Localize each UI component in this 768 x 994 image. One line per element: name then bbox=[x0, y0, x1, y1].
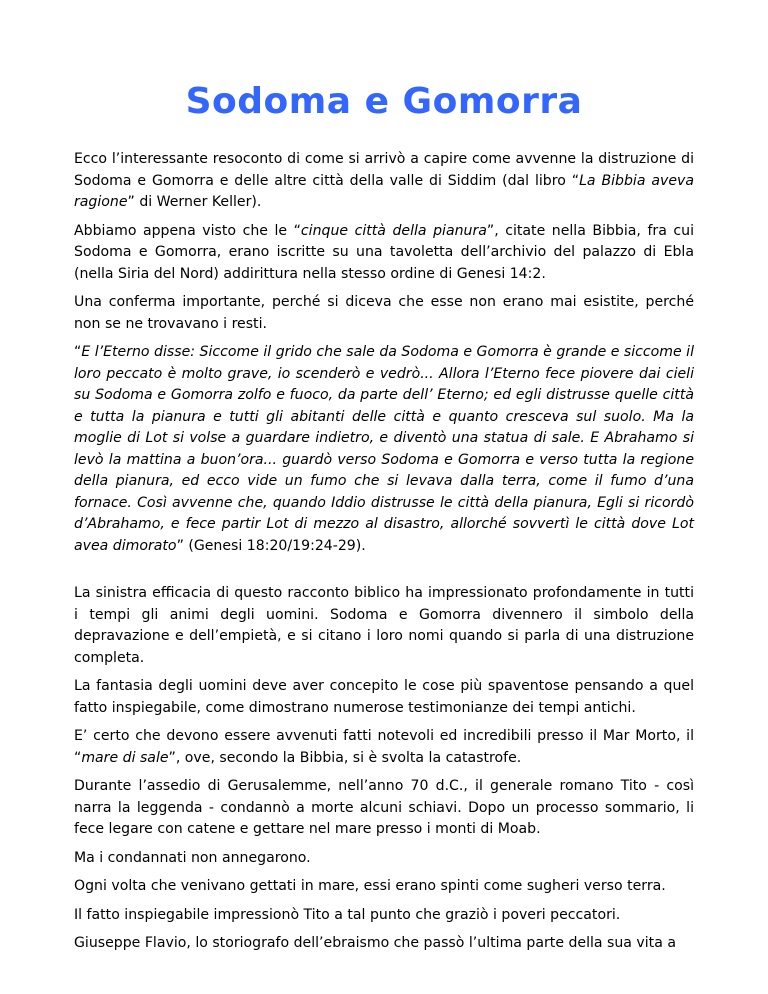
paragraph-pardon: Il fatto inspiegabile impressionò Tito a tal punto che graziò i poveri peccatori. bbox=[74, 906, 621, 923]
paragraph-genesis-quote bbox=[74, 342, 694, 557]
paragraph-confirmation: Una conferma importante, perché si diceva che esse non erano mai esistite, perché non se ne trovavano i resti. bbox=[74, 294, 694, 332]
cities-quote: cinque città della pianura bbox=[300, 222, 487, 239]
genesis-reference: ” (Genesi 18:20/19:24-29). bbox=[176, 537, 366, 554]
paragraph-not-drowned: Ma i condannati non annegarono. bbox=[74, 849, 311, 866]
paragraph-siege: Durante l’assedio di Gerusalemme, nell’anno 70 d.C., il generale romano Tito - così narra la leggenda - condannò a morte alcuni schiavi. Dopo un processo sommario, li fece legare con catene e gettare nel mare presso i monti di Moab. bbox=[74, 778, 694, 837]
genesis-quote-text: E l’Eterno disse: Siccome il grido che sale da Sodoma e Gomorra è grande e siccome il loro peccato è molto grave, io scenderò e vedrò... Allora l’Eterno fece piovere dai cieli su Sodoma e Gomorra zolfo e fuoco, da parte dell’ Eterno; ed egli distrusse quelle città e tutta la pianura e tutti gli abitanti delle città e quanto cresceva sul suolo. Ma la moglie di Lot si volse a guardare indietro, e diventò una statua di sale. E Abrahamo si levò la mattina a buon’ora... guardò verso Sodoma e Gomorra e verso tutta la regione della pianura, ed ecco vide un fumo che si levava dalla terra, come il fumo d’una fornace. Così avvenne che, quando Iddio distrusse le città della pianura, Egli si ricordò d’Abrahamo, e fece partir Lot di mezzo al disastro, allorché sovvertì le città dove Lot avea dimorato bbox=[74, 344, 694, 554]
book-title: La Bibbia aveva ragione bbox=[74, 172, 694, 210]
sea-of-salt-quote: mare di sale bbox=[81, 749, 169, 766]
paragraph-flavius: Giuseppe Flavio, lo storiografo dell’ebraismo che passò l’ultima parte della sua vita a bbox=[74, 935, 676, 951]
document-page bbox=[74, 70, 694, 962]
paragraph-intro-text-c: ” di Werner Keller). bbox=[127, 194, 262, 210]
paragraph-intro-text-a: Ecco l’interessante resoconto di come si arrivò a capire come avvenne la distruzione di Sodoma e Gomorra e delle altre città della valle di Siddim (dal libro “ bbox=[74, 151, 694, 189]
paragraph-fantasy: La fantasia degli uomini deve aver concepito le cose più spaventose pensando a quel fatto inspiegabile, come dimostrano numerose testimonianze dei tempi antichi. bbox=[74, 678, 694, 716]
paragraph-efficacy: La sinistra efficacia di questo racconto biblico ha impressionato profondamente in tutti i tempi gli animi degli uomini. Sodoma e Gomorra divennero il simbolo della depravazione e dell’empietà, e si citano i loro nomi quando si parla di una distruzione completa. bbox=[74, 585, 694, 666]
paragraph-cities bbox=[74, 221, 694, 286]
document-title: Sodoma e Gomorra bbox=[185, 81, 583, 122]
paragraph-cities-text-c: ”, citate nella Bibbia, fra cui Sodoma e Gomorra, erano iscritte su una tavoletta dell’archivio del palazzo di Ebla (nella Siria del Nord) addirittura nella stesso ordine di Genesi 14:2. bbox=[74, 222, 694, 282]
paragraph-dead-sea bbox=[74, 726, 694, 769]
paragraph-intro bbox=[74, 149, 694, 214]
paragraph-corks: Ogni volta che venivano gettati in mare, essi erano spinti come sugheri verso terra. bbox=[74, 878, 666, 894]
paragraph-cities-text-a: Abbiamo appena visto che le “ bbox=[74, 222, 301, 239]
quote-open-mark: “ bbox=[74, 344, 82, 360]
paragraph-dead-sea-text-a: E’ certo che devono essere avvenuti fatti notevoli ed incredibili presso il Mar Morto, il “ bbox=[74, 728, 694, 766]
paragraph-dead-sea-text-c: ”, ove, secondo la Bibbia, si è svolta la catastrofe. bbox=[168, 749, 522, 766]
